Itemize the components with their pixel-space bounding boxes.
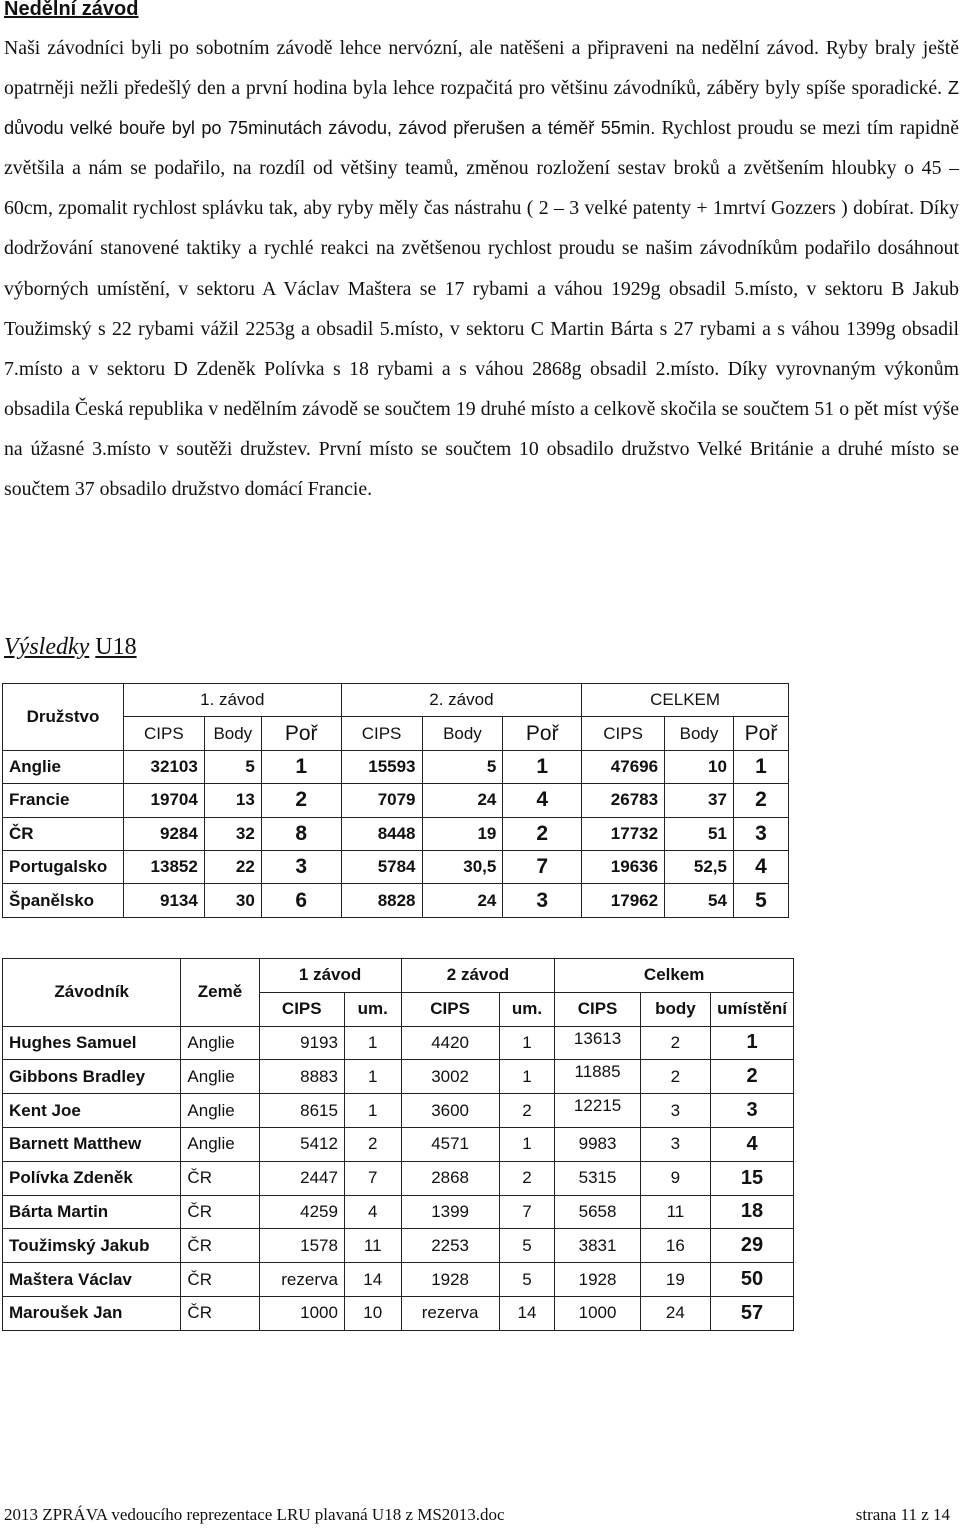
total-cips-cell: 19636 bbox=[582, 850, 665, 883]
race1-cips-cell: 2447 bbox=[259, 1161, 344, 1195]
race1-cips-cell: rezerva bbox=[259, 1263, 344, 1297]
race2-cips-cell: 1928 bbox=[401, 1263, 499, 1297]
race2-points-cell: 19 bbox=[422, 817, 503, 850]
table-row bbox=[3, 784, 789, 817]
total-rank-cell: 4 bbox=[733, 850, 788, 883]
race1-points-cell: 13 bbox=[204, 784, 261, 817]
cips-header: CIPS bbox=[259, 992, 344, 1026]
race2-header: 2. závod bbox=[341, 684, 582, 717]
race1-cips-cell: 13852 bbox=[123, 850, 204, 883]
table-row bbox=[3, 1296, 794, 1330]
race2-cips-cell: 8828 bbox=[341, 884, 422, 917]
race1-rank-cell: 2 bbox=[261, 784, 341, 817]
competitor-name-cell: Bárta Martin bbox=[3, 1195, 181, 1229]
placing-header: umístění bbox=[711, 992, 794, 1026]
race2-cips-cell: 8448 bbox=[341, 817, 422, 850]
total-rank-cell: 1 bbox=[733, 750, 788, 783]
team-name-cell: Portugalsko bbox=[3, 850, 124, 883]
cips-header: CIPS bbox=[123, 717, 204, 750]
race1-rank-cell: 1 bbox=[261, 750, 341, 783]
race2-placing-cell: 5 bbox=[499, 1263, 555, 1297]
competitor-name-cell: Barnett Matthew bbox=[3, 1127, 181, 1161]
race1-placing-cell: 11 bbox=[344, 1229, 401, 1263]
competitor-name-cell: Maroušek Jan bbox=[3, 1296, 181, 1330]
team-column-header: Družstvo bbox=[3, 684, 124, 751]
report-paragraph bbox=[4, 28, 959, 509]
paragraph-part-3: Rychlost proudu se mezi tím rapidně zvětšila a nám se podařilo, na rozdíl od většiny teamů, změnou rozložení sestav broků a zvětšením hloubky o 45 – 60cm, zpomalit rychlost splávku tak, aby ryby měly čas nástrahu ( 2 – 3 velké patenty + 1mrtví Gozzers ) dobírat. Díky dodržování stanovené taktiky a rychlé reakci na zvětšenou rychlost proudu se našim závodníkům podařilo dosáhnout výborných umístění, v sektoru A Václav Maštera se 17 rybami a váhou 1929g obsadil 5.místo, v sektoru B Jakub Toužimský s 22 rybami vážil 2253g a obsadil 5.místo, v sektoru C Martin Bárta s 27 rybami a s váhou 1399g obsadil 7.místo a v sektoru D Zdeněk Polívka s 18 rybami a s váhou 2868g obsadil 2.místo. Díky vyrovnaným výkonům obsadila Česká republika v nedělním závodě se součtem 19 druhé místo a celkově skočila se součtem 51 o pět míst výše na úžasné 3.místo v soutěži družstev. První místo se součtem 10 obsadilo družstvo Velké Británie a druhé místo se součtem 37 obsadilo družstvo domácí Francie. bbox=[4, 117, 959, 501]
race2-cips-cell: rezerva bbox=[401, 1296, 499, 1330]
race2-cips-cell: 2868 bbox=[401, 1161, 499, 1195]
race1-placing-cell: 1 bbox=[344, 1094, 401, 1128]
race2-header: 2 závod bbox=[401, 959, 555, 993]
race2-cips-cell: 3600 bbox=[401, 1094, 499, 1128]
total-points-cell: 2 bbox=[640, 1060, 710, 1094]
country-cell: Anglie bbox=[181, 1127, 259, 1161]
total-cips-cell: 12215 bbox=[555, 1094, 640, 1128]
race2-rank-cell: 4 bbox=[503, 784, 582, 817]
total-placing-cell: 29 bbox=[711, 1229, 794, 1263]
points-header: Body bbox=[665, 717, 734, 750]
race2-placing-cell: 14 bbox=[499, 1296, 555, 1330]
total-cips-cell: 1000 bbox=[555, 1296, 640, 1330]
table-row bbox=[3, 750, 789, 783]
competitor-name-cell: Maštera Václav bbox=[3, 1263, 181, 1297]
table-row bbox=[3, 1195, 794, 1229]
race2-cips-cell: 3002 bbox=[401, 1060, 499, 1094]
individual-results-table bbox=[2, 958, 794, 1331]
country-cell: ČR bbox=[181, 1296, 259, 1330]
team-name-cell: ČR bbox=[3, 817, 124, 850]
race1-placing-cell: 1 bbox=[344, 1026, 401, 1060]
total-rank-cell: 2 bbox=[733, 784, 788, 817]
section-heading: Nedělní závod bbox=[4, 0, 139, 20]
race1-rank-cell: 3 bbox=[261, 850, 341, 883]
race1-cips-cell: 9193 bbox=[259, 1026, 344, 1060]
cips-header: CIPS bbox=[555, 992, 640, 1026]
team-name-cell: Francie bbox=[3, 784, 124, 817]
rank-header: Poř bbox=[733, 717, 788, 750]
race2-placing-cell: 1 bbox=[499, 1127, 555, 1161]
race2-placing-cell: 2 bbox=[499, 1161, 555, 1195]
race2-cips-cell: 7079 bbox=[341, 784, 422, 817]
race2-points-cell: 24 bbox=[422, 784, 503, 817]
competitor-name-cell: Polívka Zdeněk bbox=[3, 1161, 181, 1195]
race1-points-cell: 30 bbox=[204, 884, 261, 917]
paragraph-part-2: Z důvodu velké bouře byl po 75minutách závodu, závod přerušen a téměř 55min. bbox=[4, 78, 959, 139]
table-row bbox=[3, 1127, 794, 1161]
race1-cips-cell: 8883 bbox=[259, 1060, 344, 1094]
total-points-cell: 10 bbox=[665, 750, 734, 783]
results-title bbox=[4, 634, 137, 661]
table-row bbox=[3, 884, 789, 917]
race1-rank-cell: 6 bbox=[261, 884, 341, 917]
race2-placing-cell: 1 bbox=[499, 1026, 555, 1060]
total-cips-cell: 47696 bbox=[582, 750, 665, 783]
race2-rank-cell: 1 bbox=[503, 750, 582, 783]
country-cell: Anglie bbox=[181, 1026, 259, 1060]
race2-points-cell: 24 bbox=[422, 884, 503, 917]
country-cell: ČR bbox=[181, 1263, 259, 1297]
race1-placing-cell: 7 bbox=[344, 1161, 401, 1195]
rank-header: Poř bbox=[503, 717, 582, 750]
country-column-header: Země bbox=[181, 959, 259, 1027]
competitor-column-header: Závodník bbox=[3, 959, 181, 1027]
race1-points-cell: 32 bbox=[204, 817, 261, 850]
total-cips-cell: 5658 bbox=[555, 1195, 640, 1229]
total-placing-cell: 1 bbox=[711, 1026, 794, 1060]
race2-cips-cell: 1399 bbox=[401, 1195, 499, 1229]
total-header: Celkem bbox=[555, 959, 794, 993]
individual-table-header-row-1 bbox=[3, 959, 794, 993]
total-placing-cell: 4 bbox=[711, 1127, 794, 1161]
competitor-name-cell: Gibbons Bradley bbox=[3, 1060, 181, 1094]
total-points-cell: 54 bbox=[665, 884, 734, 917]
cips-header: CIPS bbox=[401, 992, 499, 1026]
total-cips-cell: 5315 bbox=[555, 1161, 640, 1195]
paragraph-part-1: Naši závodníci byli po sobotním závodě lehce nervózní, ale natěšeni a připraveni na nedělní závod. Ryby braly ještě opatrněji nežli předešlý den a první hodina byla lehce rozpačitá pro většinu závodníků, záběry byly spíše sporadické. bbox=[4, 37, 959, 100]
footer-document-name: 2013 ZPRÁVA vedoucího reprezentace LRU plavaná U18 z MS2013.doc bbox=[4, 1505, 505, 1524]
race2-cips-cell: 15593 bbox=[341, 750, 422, 783]
race1-cips-cell: 5412 bbox=[259, 1127, 344, 1161]
total-points-cell: 9 bbox=[640, 1161, 710, 1195]
rank-header: Poř bbox=[261, 717, 341, 750]
points-header: Body bbox=[204, 717, 261, 750]
table-row bbox=[3, 1060, 794, 1094]
race2-placing-cell: 1 bbox=[499, 1060, 555, 1094]
total-cips-cell: 9983 bbox=[555, 1127, 640, 1161]
race1-cips-cell: 19704 bbox=[123, 784, 204, 817]
race1-placing-cell: 1 bbox=[344, 1060, 401, 1094]
total-rank-cell: 3 bbox=[733, 817, 788, 850]
race2-placing-cell: 7 bbox=[499, 1195, 555, 1229]
total-placing-cell: 2 bbox=[711, 1060, 794, 1094]
table-row bbox=[3, 1229, 794, 1263]
team-name-cell: Anglie bbox=[3, 750, 124, 783]
race1-header: 1. závod bbox=[123, 684, 341, 717]
total-placing-cell: 50 bbox=[711, 1263, 794, 1297]
total-points-cell: 3 bbox=[640, 1127, 710, 1161]
country-cell: Anglie bbox=[181, 1060, 259, 1094]
race2-cips-cell: 5784 bbox=[341, 850, 422, 883]
country-cell: ČR bbox=[181, 1195, 259, 1229]
race1-header: 1 závod bbox=[259, 959, 401, 993]
race2-rank-cell: 3 bbox=[503, 884, 582, 917]
points-header: body bbox=[640, 992, 710, 1026]
total-cips-cell: 3831 bbox=[555, 1229, 640, 1263]
total-points-cell: 2 bbox=[640, 1026, 710, 1060]
total-points-cell: 52,5 bbox=[665, 850, 734, 883]
total-cips-cell: 17732 bbox=[582, 817, 665, 850]
total-points-cell: 37 bbox=[665, 784, 734, 817]
total-rank-cell: 5 bbox=[733, 884, 788, 917]
competitor-name-cell: Toužimský Jakub bbox=[3, 1229, 181, 1263]
cips-header: CIPS bbox=[341, 717, 422, 750]
table-row bbox=[3, 1161, 794, 1195]
placing-short-header: um. bbox=[344, 992, 401, 1026]
race1-placing-cell: 4 bbox=[344, 1195, 401, 1229]
race2-placing-cell: 5 bbox=[499, 1229, 555, 1263]
footer-page-number: strana 11 z 14 bbox=[855, 1505, 950, 1524]
race1-rank-cell: 8 bbox=[261, 817, 341, 850]
race2-placing-cell: 2 bbox=[499, 1094, 555, 1128]
race2-cips-cell: 4571 bbox=[401, 1127, 499, 1161]
race1-cips-cell: 8615 bbox=[259, 1094, 344, 1128]
total-points-cell: 16 bbox=[640, 1229, 710, 1263]
competitor-name-cell: Kent Joe bbox=[3, 1094, 181, 1128]
total-cips-cell: 17962 bbox=[582, 884, 665, 917]
placing-short-header: um. bbox=[499, 992, 555, 1026]
total-cips-cell: 11885 bbox=[555, 1060, 640, 1094]
race2-points-cell: 30,5 bbox=[422, 850, 503, 883]
results-title-category: U18 bbox=[95, 634, 137, 660]
total-header: CELKEM bbox=[582, 684, 789, 717]
race2-cips-cell: 4420 bbox=[401, 1026, 499, 1060]
total-cips-cell: 1928 bbox=[555, 1263, 640, 1297]
total-points-cell: 24 bbox=[640, 1296, 710, 1330]
results-title-italic: Výsledky bbox=[4, 634, 90, 660]
total-placing-cell: 18 bbox=[711, 1195, 794, 1229]
race2-rank-cell: 7 bbox=[503, 850, 582, 883]
team-results-table bbox=[2, 683, 789, 918]
race1-cips-cell: 4259 bbox=[259, 1195, 344, 1229]
race1-cips-cell: 9284 bbox=[123, 817, 204, 850]
total-points-cell: 19 bbox=[640, 1263, 710, 1297]
points-header: Body bbox=[422, 717, 503, 750]
race1-points-cell: 5 bbox=[204, 750, 261, 783]
total-placing-cell: 15 bbox=[711, 1161, 794, 1195]
race1-placing-cell: 14 bbox=[344, 1263, 401, 1297]
total-placing-cell: 57 bbox=[711, 1296, 794, 1330]
race1-cips-cell: 1000 bbox=[259, 1296, 344, 1330]
total-cips-cell: 26783 bbox=[582, 784, 665, 817]
country-cell: ČR bbox=[181, 1161, 259, 1195]
race1-points-cell: 22 bbox=[204, 850, 261, 883]
race1-placing-cell: 2 bbox=[344, 1127, 401, 1161]
table-row bbox=[3, 1094, 794, 1128]
cips-header: CIPS bbox=[582, 717, 665, 750]
team-name-cell: Španělsko bbox=[3, 884, 124, 917]
total-points-cell: 51 bbox=[665, 817, 734, 850]
total-placing-cell: 3 bbox=[711, 1094, 794, 1128]
country-cell: Anglie bbox=[181, 1094, 259, 1128]
table-row bbox=[3, 817, 789, 850]
race1-cips-cell: 1578 bbox=[259, 1229, 344, 1263]
total-points-cell: 11 bbox=[640, 1195, 710, 1229]
race1-cips-cell: 32103 bbox=[123, 750, 204, 783]
total-points-cell: 3 bbox=[640, 1094, 710, 1128]
race2-rank-cell: 2 bbox=[503, 817, 582, 850]
race2-cips-cell: 2253 bbox=[401, 1229, 499, 1263]
total-cips-cell: 13613 bbox=[555, 1026, 640, 1060]
country-cell: ČR bbox=[181, 1229, 259, 1263]
race1-placing-cell: 10 bbox=[344, 1296, 401, 1330]
table-row bbox=[3, 1026, 794, 1060]
team-table-header-row-1 bbox=[3, 684, 789, 717]
table-row bbox=[3, 850, 789, 883]
race1-cips-cell: 9134 bbox=[123, 884, 204, 917]
competitor-name-cell: Hughes Samuel bbox=[3, 1026, 181, 1060]
race2-points-cell: 5 bbox=[422, 750, 503, 783]
table-row bbox=[3, 1263, 794, 1297]
